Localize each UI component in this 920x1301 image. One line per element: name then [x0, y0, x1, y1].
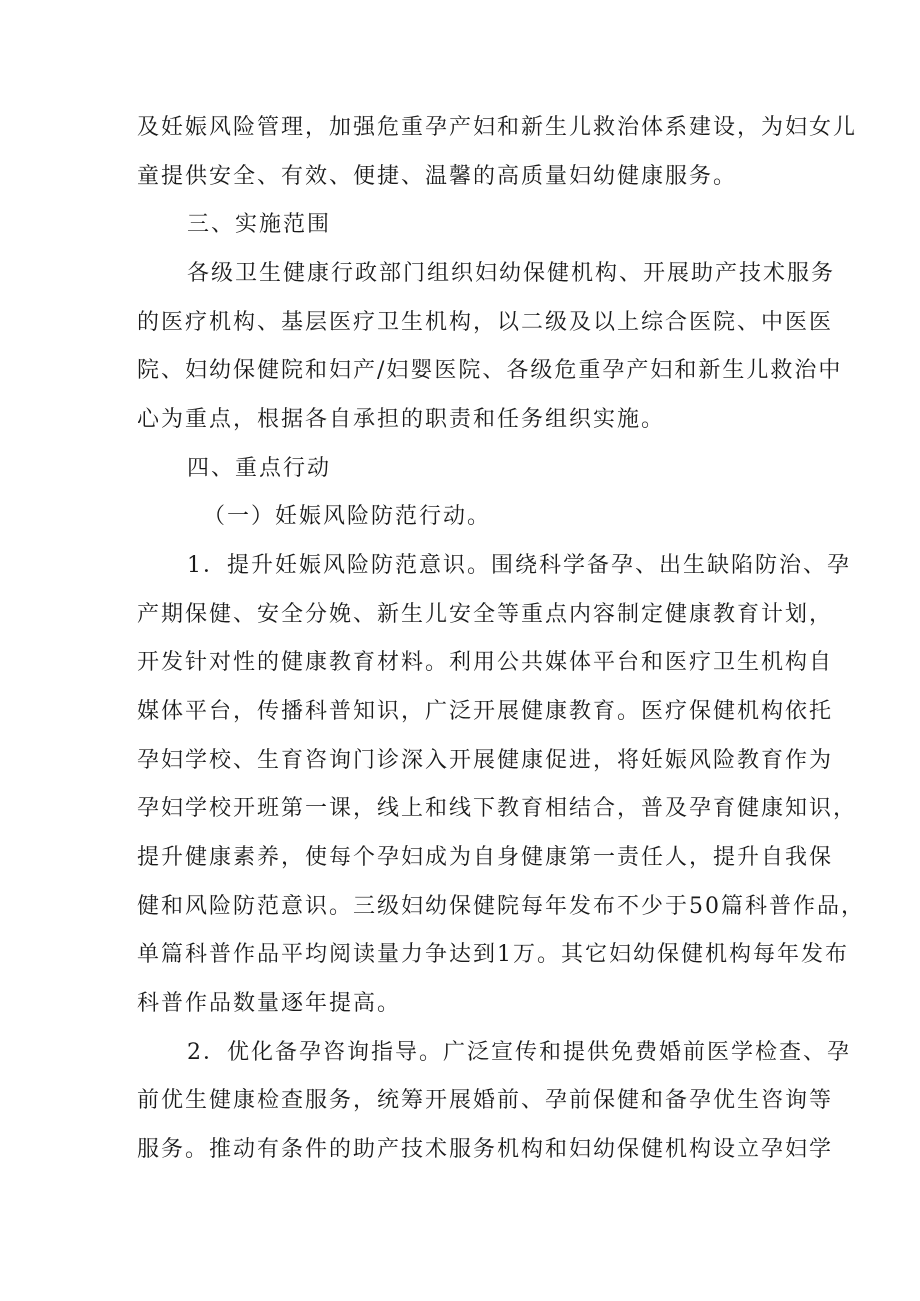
body-text-line: 及妊娠风险管理，加强危重孕产妇和新生儿救治体系建设，为妇女儿 [137, 115, 858, 140]
body-text-line: 院、妇幼保健院和妇产/妇婴医院、各级危重孕产妇和新生儿救治中 [137, 358, 843, 383]
body-text-line: 科普作品数量逐年提高。 [137, 991, 402, 1016]
body-text-line: 开发针对性的健康教育材料。利用公共媒体平台和医疗卫生机构自 [137, 650, 834, 675]
body-text-line: 童提供安全、有效、便捷、温馨的高质量妇幼健康服务。 [137, 164, 738, 189]
subsection-heading: （一）妊娠风险防范行动。 [203, 504, 492, 529]
body-text-line: 1．提升妊娠风险防范意识。围绕科学备孕、出生缺陷防治、孕 [187, 553, 851, 578]
body-text-line: 孕妇学校、生育咨询门诊深入开展健康促进，将妊娠风险教育作为 [137, 748, 834, 773]
body-text-line: 前优生健康检查服务，统筹开展婚前、孕前保健和备孕优生咨询等 [137, 1088, 834, 1113]
body-text-line: 单篇科普作品平均阅读量力争达到1万。其它妇幼保健机构每年发布 [137, 942, 849, 967]
body-text-line: 2．优化备孕咨询指导。广泛宣传和提供免费婚前医学检查、孕 [187, 1040, 851, 1065]
body-text-line: 孕妇学校开班第一课，线上和线下教育相结合，普及孕育健康知识， [137, 796, 858, 821]
body-text-line: 健和风险防范意识。三级妇幼保健院每年发布不少于50篇科普作品， [137, 894, 865, 919]
body-text-line: 各级卫生健康行政部门组织妇幼保健机构、开展助产技术服务 [187, 261, 836, 286]
section-heading: 三、实施范围 [187, 212, 332, 237]
body-text-line: 心为重点，根据各自承担的职责和任务组织实施。 [137, 407, 666, 432]
section-heading: 四、重点行动 [187, 456, 332, 481]
body-text-line: 的医疗机构、基层医疗卫生机构，以二级及以上综合医院、中医医 [137, 310, 834, 335]
body-text-line: 产期保健、安全分娩、新生儿安全等重点内容制定健康教育计划， [137, 602, 834, 627]
body-text-line: 媒体平台，传播科普知识，广泛开展健康教育。医疗保健机构依托 [137, 699, 834, 724]
body-text-line: 提升健康素养，使每个孕妇成为自身健康第一责任人，提升自我保 [137, 845, 834, 870]
body-text-line: 服务。推动有条件的助产技术服务机构和妇幼保健机构设立孕妇学 [137, 1137, 834, 1162]
